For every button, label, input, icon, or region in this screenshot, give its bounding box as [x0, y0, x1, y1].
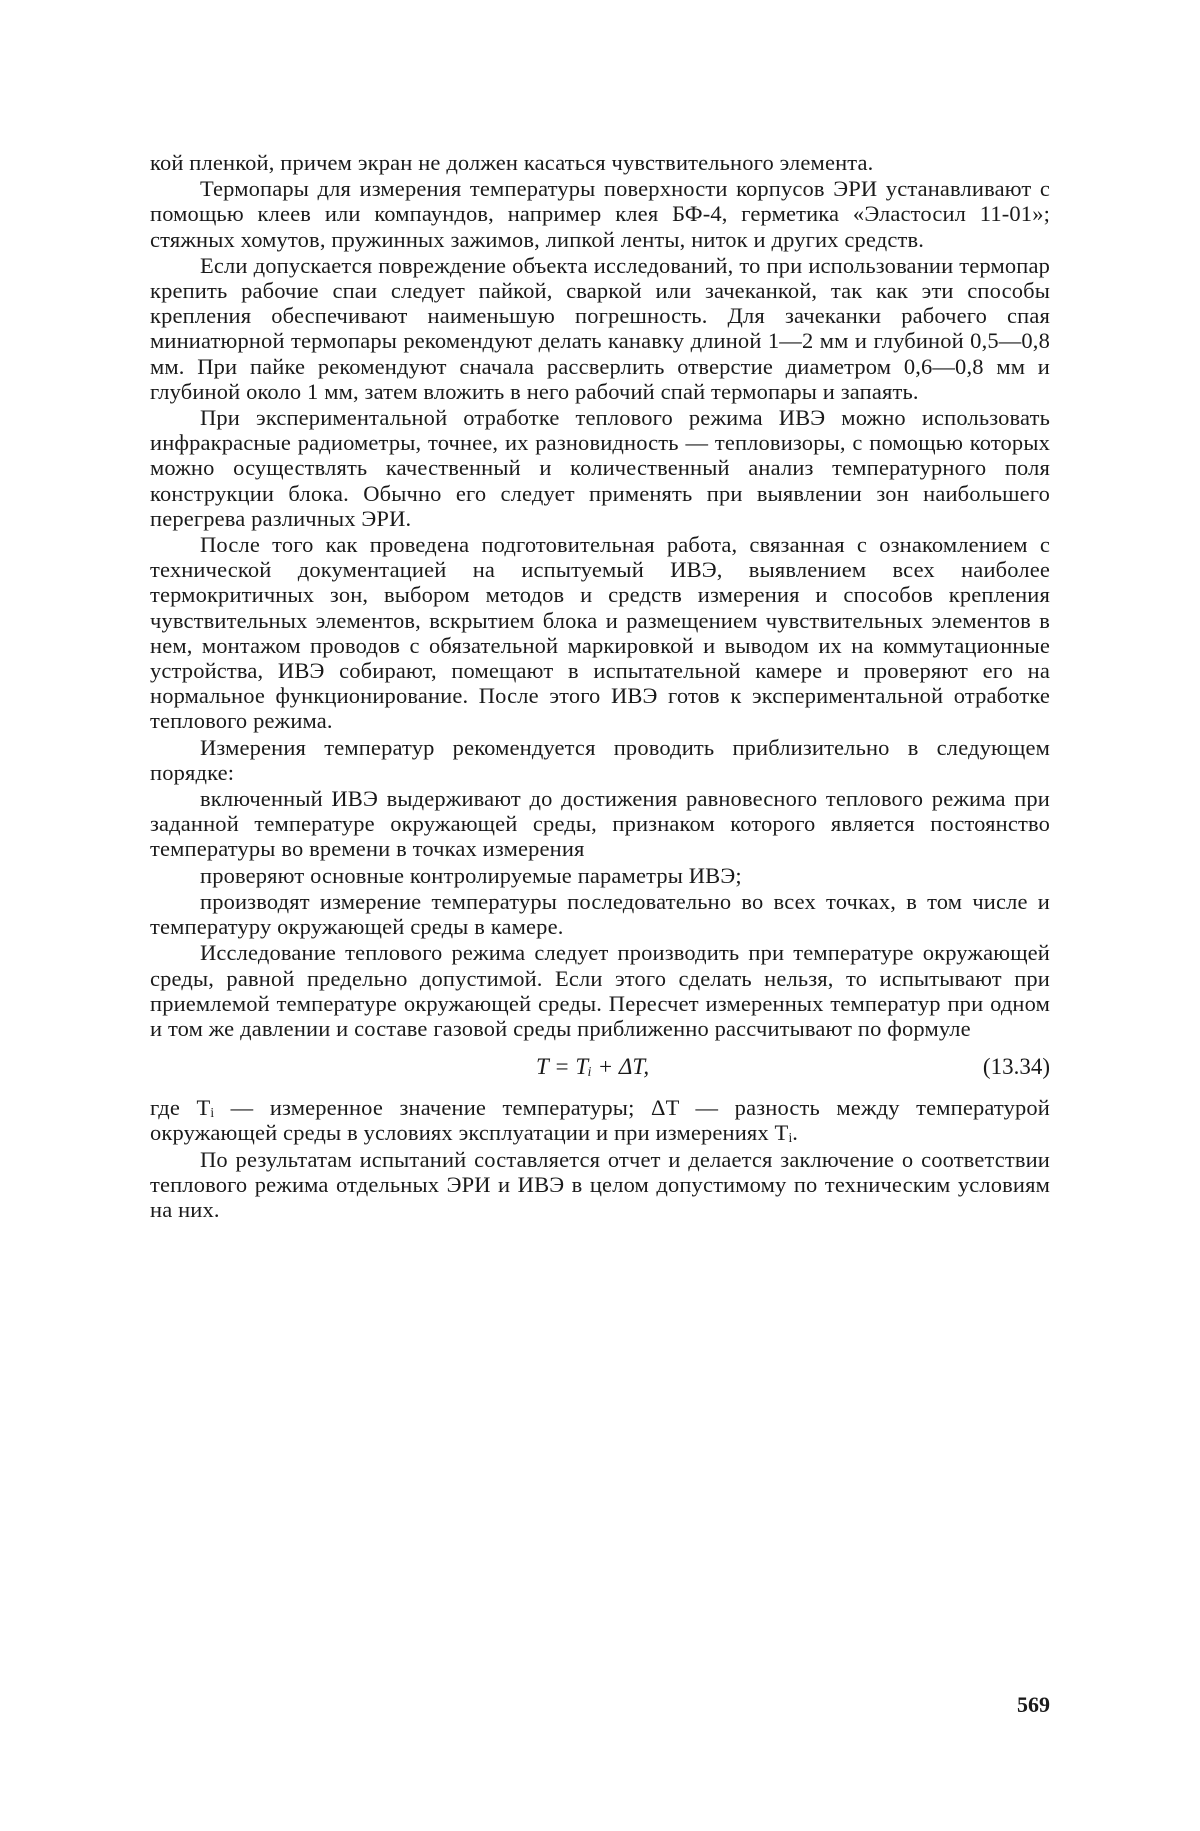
formula-expression: T = Tᵢ + ΔT,	[536, 1054, 650, 1080]
text-paragraph-3: Если допускается повреждение объекта исследований, то при использовании термопар крепить рабочие спаи следует пайкой, сваркой или зачеканкой, так как эти способы крепления обеспечивают наименьшую погрешность. Для зачеканки рабочего спая миниатюрной термопары рекомендуют делать канавку длиной 1—2 мм и глубиной 0,5—0,8 мм. При пайке рекомендуют сначала рассверлить отверстие диаметром 0,6—0,8 мм и глубиной около 1 мм, затем вложить в него рабочий спай термопары и запаять.	[150, 252, 1050, 404]
text-paragraph-6: Измерения температур рекомендуется проводить приблизительно в следующем порядке:	[150, 734, 1050, 785]
list-item-1: включенный ИВЭ выдерживают до достижения равновесного теплового режима при заданной температуре окружающей среды, признаком которого является постоянство температуры во времени в точках измерения	[150, 786, 1050, 862]
formula-13-34	[150, 1047, 1050, 1087]
formula-number: (13.34)	[982, 1054, 1050, 1080]
text-paragraph-final: По результатам испытаний составляется отчет и делается заключение о соответствии теплового режима отдельных ЭРИ и ИВЭ в целом допустимому по техническим условиям на них.	[150, 1146, 1050, 1222]
formula-explanation: где Tᵢ — измеренное значение температуры; ΔT — разность между температурой окружающей среды в условиях эксплуатации и при измерениях Tᵢ.	[150, 1095, 1050, 1146]
list-item-2: проверяют основные контролируемые параметры ИВЭ;	[200, 862, 742, 888]
text-paragraph-4: При экспериментальной отработке теплового режима ИВЭ можно использовать инфракрасные радиометры, точнее, их разновидность — тепловизоры, с помощью которых можно осуществлять качественный и количественный анализ температурного поля конструкции блока. Обычно его следует применять при выявлении зон наибольшего перегрева различных ЭРИ.	[150, 405, 1050, 531]
page-number: 569	[1017, 1692, 1050, 1717]
text-paragraph-7: Исследование теплового режима следует производить при температуре окружающей среды, равной предельно допустимой. Если этого сделать нельзя, то испытывают при приемлемой температуре окружающей среды. Пересчет измеренных температур при одном и том же давлении и составе газовой среды приближенно рассчитывают по формуле	[150, 940, 1050, 1041]
text-paragraph-5: После того как проведена подготовительная работа, связанная с ознакомлением с технической документацией на испытуемый ИВЭ, выявлением всех наиболее термокритичных зон, выбором методов и средств измерения и способов крепления чувствительных элементов, вскрытием блока и размещением чувствительных элементов в нем, монтажом проводов с обязательной маркировкой и выводом их на коммутационные устройства, ИВЭ собирают, помещают в испытательной камере и проверяют его на нормальное функционирование. После этого ИВЭ готов к экспериментальной отработке теплового режима.	[150, 532, 1050, 734]
text-paragraph-1: кой пленкой, причем экран не должен касаться чувствительного элемента.	[150, 150, 874, 175]
list-item-3: производят измерение температуры последовательно во всех точках, в том числе и температуру окружающей среды в камере.	[150, 888, 1050, 940]
text-paragraph-2: Термопары для измерения температуры поверхности корпусов ЭРИ устанавливают с помощью клеев или компаундов, например клея БФ-4, герметика «Эластосил 11-01»; стяжных хомутов, пружинных зажимов, липкой ленты, ниток и других средств.	[150, 176, 1050, 252]
